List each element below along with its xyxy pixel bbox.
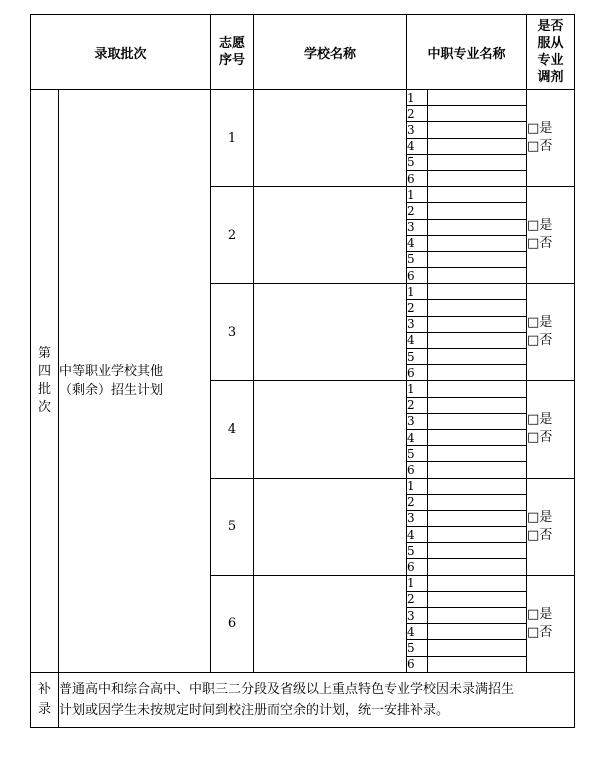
major-name-field[interactable] [428,656,527,672]
major-number: 1 [407,575,428,591]
major-number: 2 [407,300,428,316]
adjust-yes-checkbox[interactable]: □是 [527,315,553,331]
batch-name [59,90,211,673]
major-name-field[interactable] [428,365,527,381]
batch-name-line: 中等职业学校其他 [59,363,164,379]
major-name-field[interactable] [428,510,527,526]
major-number: 4 [407,624,428,640]
major-number: 5 [407,543,428,559]
header-major: 中职专业名称 [407,15,527,90]
choice-seq: 4 [211,381,254,478]
major-name-field[interactable] [428,413,527,429]
major-number: 1 [407,381,428,397]
major-number: 5 [407,251,428,267]
adjust-no-checkbox[interactable]: □否 [527,333,553,349]
header-seq [211,15,254,90]
school-name-field[interactable] [254,187,407,284]
major-number: 2 [407,106,428,122]
major-name-field[interactable] [428,300,527,316]
major-name-field[interactable] [428,170,527,186]
major-number: 2 [407,397,428,413]
adjust-yes-checkbox[interactable]: □是 [527,412,553,428]
adjust-yes-checkbox[interactable]: □是 [527,121,553,137]
adjust-yes-checkbox[interactable]: □是 [527,218,553,234]
major-name-field[interactable] [428,543,527,559]
adjust-no-checkbox[interactable]: □否 [527,236,553,252]
header-adjust-line: 专业 [537,53,564,68]
adjust-choice [527,90,575,187]
choice-seq: 6 [211,575,254,672]
header-school: 学校名称 [254,15,407,90]
major-number: 3 [407,608,428,624]
school-name-field[interactable] [254,575,407,672]
major-name-field[interactable] [428,90,527,106]
major-name-field[interactable] [428,106,527,122]
school-name-field[interactable] [254,478,407,575]
major-number: 4 [407,138,428,154]
choice-seq: 3 [211,284,254,381]
major-number: 4 [407,332,428,348]
major-number: 5 [407,349,428,365]
major-number: 2 [407,591,428,607]
major-name-field[interactable] [428,332,527,348]
adjust-no-checkbox[interactable]: □否 [527,139,553,155]
major-number: 1 [407,90,428,106]
adjust-no-checkbox[interactable]: □否 [527,430,553,446]
adjust-yes-checkbox[interactable]: □是 [527,509,553,525]
major-name-field[interactable] [428,397,527,413]
major-name-field[interactable] [428,494,527,510]
major-number: 4 [407,429,428,445]
adjust-choice [527,284,575,381]
major-name-field[interactable] [428,429,527,445]
header-seq-line: 序号 [219,53,246,68]
adjust-no-checkbox[interactable]: □否 [527,527,553,543]
batch-label-char: 批 [37,381,51,397]
major-name-field[interactable] [428,381,527,397]
major-name-field[interactable] [428,575,527,591]
adjust-choice [527,381,575,478]
major-number: 6 [407,365,428,381]
major-number: 5 [407,154,428,170]
major-name-field[interactable] [428,235,527,251]
major-number: 3 [407,316,428,332]
major-name-field[interactable] [428,527,527,543]
major-name-field[interactable] [428,462,527,478]
major-name-field[interactable] [428,154,527,170]
choice-seq: 1 [211,90,254,187]
major-name-field[interactable] [428,187,527,203]
major-number: 3 [407,413,428,429]
header-seq-line: 志愿 [219,36,246,51]
supplement-text-line: 计划或因学生未按规定时间到校注册而空余的计划，统一安排补录。 [59,702,450,718]
choice-seq: 5 [211,478,254,575]
batch-label-char: 次 [37,399,51,415]
major-name-field[interactable] [428,624,527,640]
school-name-field[interactable] [254,284,407,381]
major-name-field[interactable] [428,138,527,154]
adjust-no-checkbox[interactable]: □否 [527,624,553,640]
major-number: 4 [407,527,428,543]
major-number: 5 [407,640,428,656]
batch-label-char: 第 [37,345,51,361]
batch-label [31,90,59,673]
header-batch: 录取批次 [31,15,211,90]
supplement-label-char: 录 [37,701,51,717]
major-name-field[interactable] [428,591,527,607]
major-name-field[interactable] [428,268,527,284]
major-name-field[interactable] [428,284,527,300]
major-name-field[interactable] [428,122,527,138]
admission-form-table [30,14,575,728]
major-number: 5 [407,446,428,462]
supplement-text [59,672,575,727]
major-name-field[interactable] [428,251,527,267]
major-number: 6 [407,559,428,575]
header-adjust-line: 服从 [537,36,564,51]
adjust-choice [527,187,575,284]
major-number: 4 [407,235,428,251]
major-number: 6 [407,656,428,672]
major-name-field[interactable] [428,349,527,365]
major-number: 3 [407,219,428,235]
school-name-field[interactable] [254,381,407,478]
adjust-yes-checkbox[interactable]: □是 [527,606,553,622]
major-name-field[interactable] [428,446,527,462]
header-adjust [527,15,575,90]
batch-label-char: 四 [37,363,51,379]
major-name-field[interactable] [428,316,527,332]
choice-seq: 2 [211,187,254,284]
supplement-text-line: 普通高中和综合高中、中职三二分段及省级以上重点特色专业学校因未录满招生 [59,681,515,697]
major-number: 3 [407,122,428,138]
supplement-row [31,672,575,727]
header-row [31,15,575,90]
major-number: 2 [407,494,428,510]
major-number: 2 [407,203,428,219]
header-adjust-line: 是否 [537,19,564,34]
school-name-field[interactable] [254,90,407,187]
adjust-choice [527,478,575,575]
major-number: 1 [407,478,428,494]
header-adjust-line: 调剂 [537,70,564,85]
supplement-label-char: 补 [37,681,51,697]
major-number: 1 [407,284,428,300]
major-name-field[interactable] [428,219,527,235]
adjust-choice [527,575,575,672]
major-subrow [31,90,575,106]
major-number: 6 [407,170,428,186]
major-number: 6 [407,462,428,478]
major-name-field[interactable] [428,203,527,219]
major-name-field[interactable] [428,478,527,494]
supplement-label [31,672,59,727]
major-number: 3 [407,510,428,526]
major-name-field[interactable] [428,559,527,575]
major-number: 1 [407,187,428,203]
batch-name-line: （剩余）招生计划 [59,382,164,398]
major-number: 6 [407,268,428,284]
major-name-field[interactable] [428,608,527,624]
major-name-field[interactable] [428,640,527,656]
